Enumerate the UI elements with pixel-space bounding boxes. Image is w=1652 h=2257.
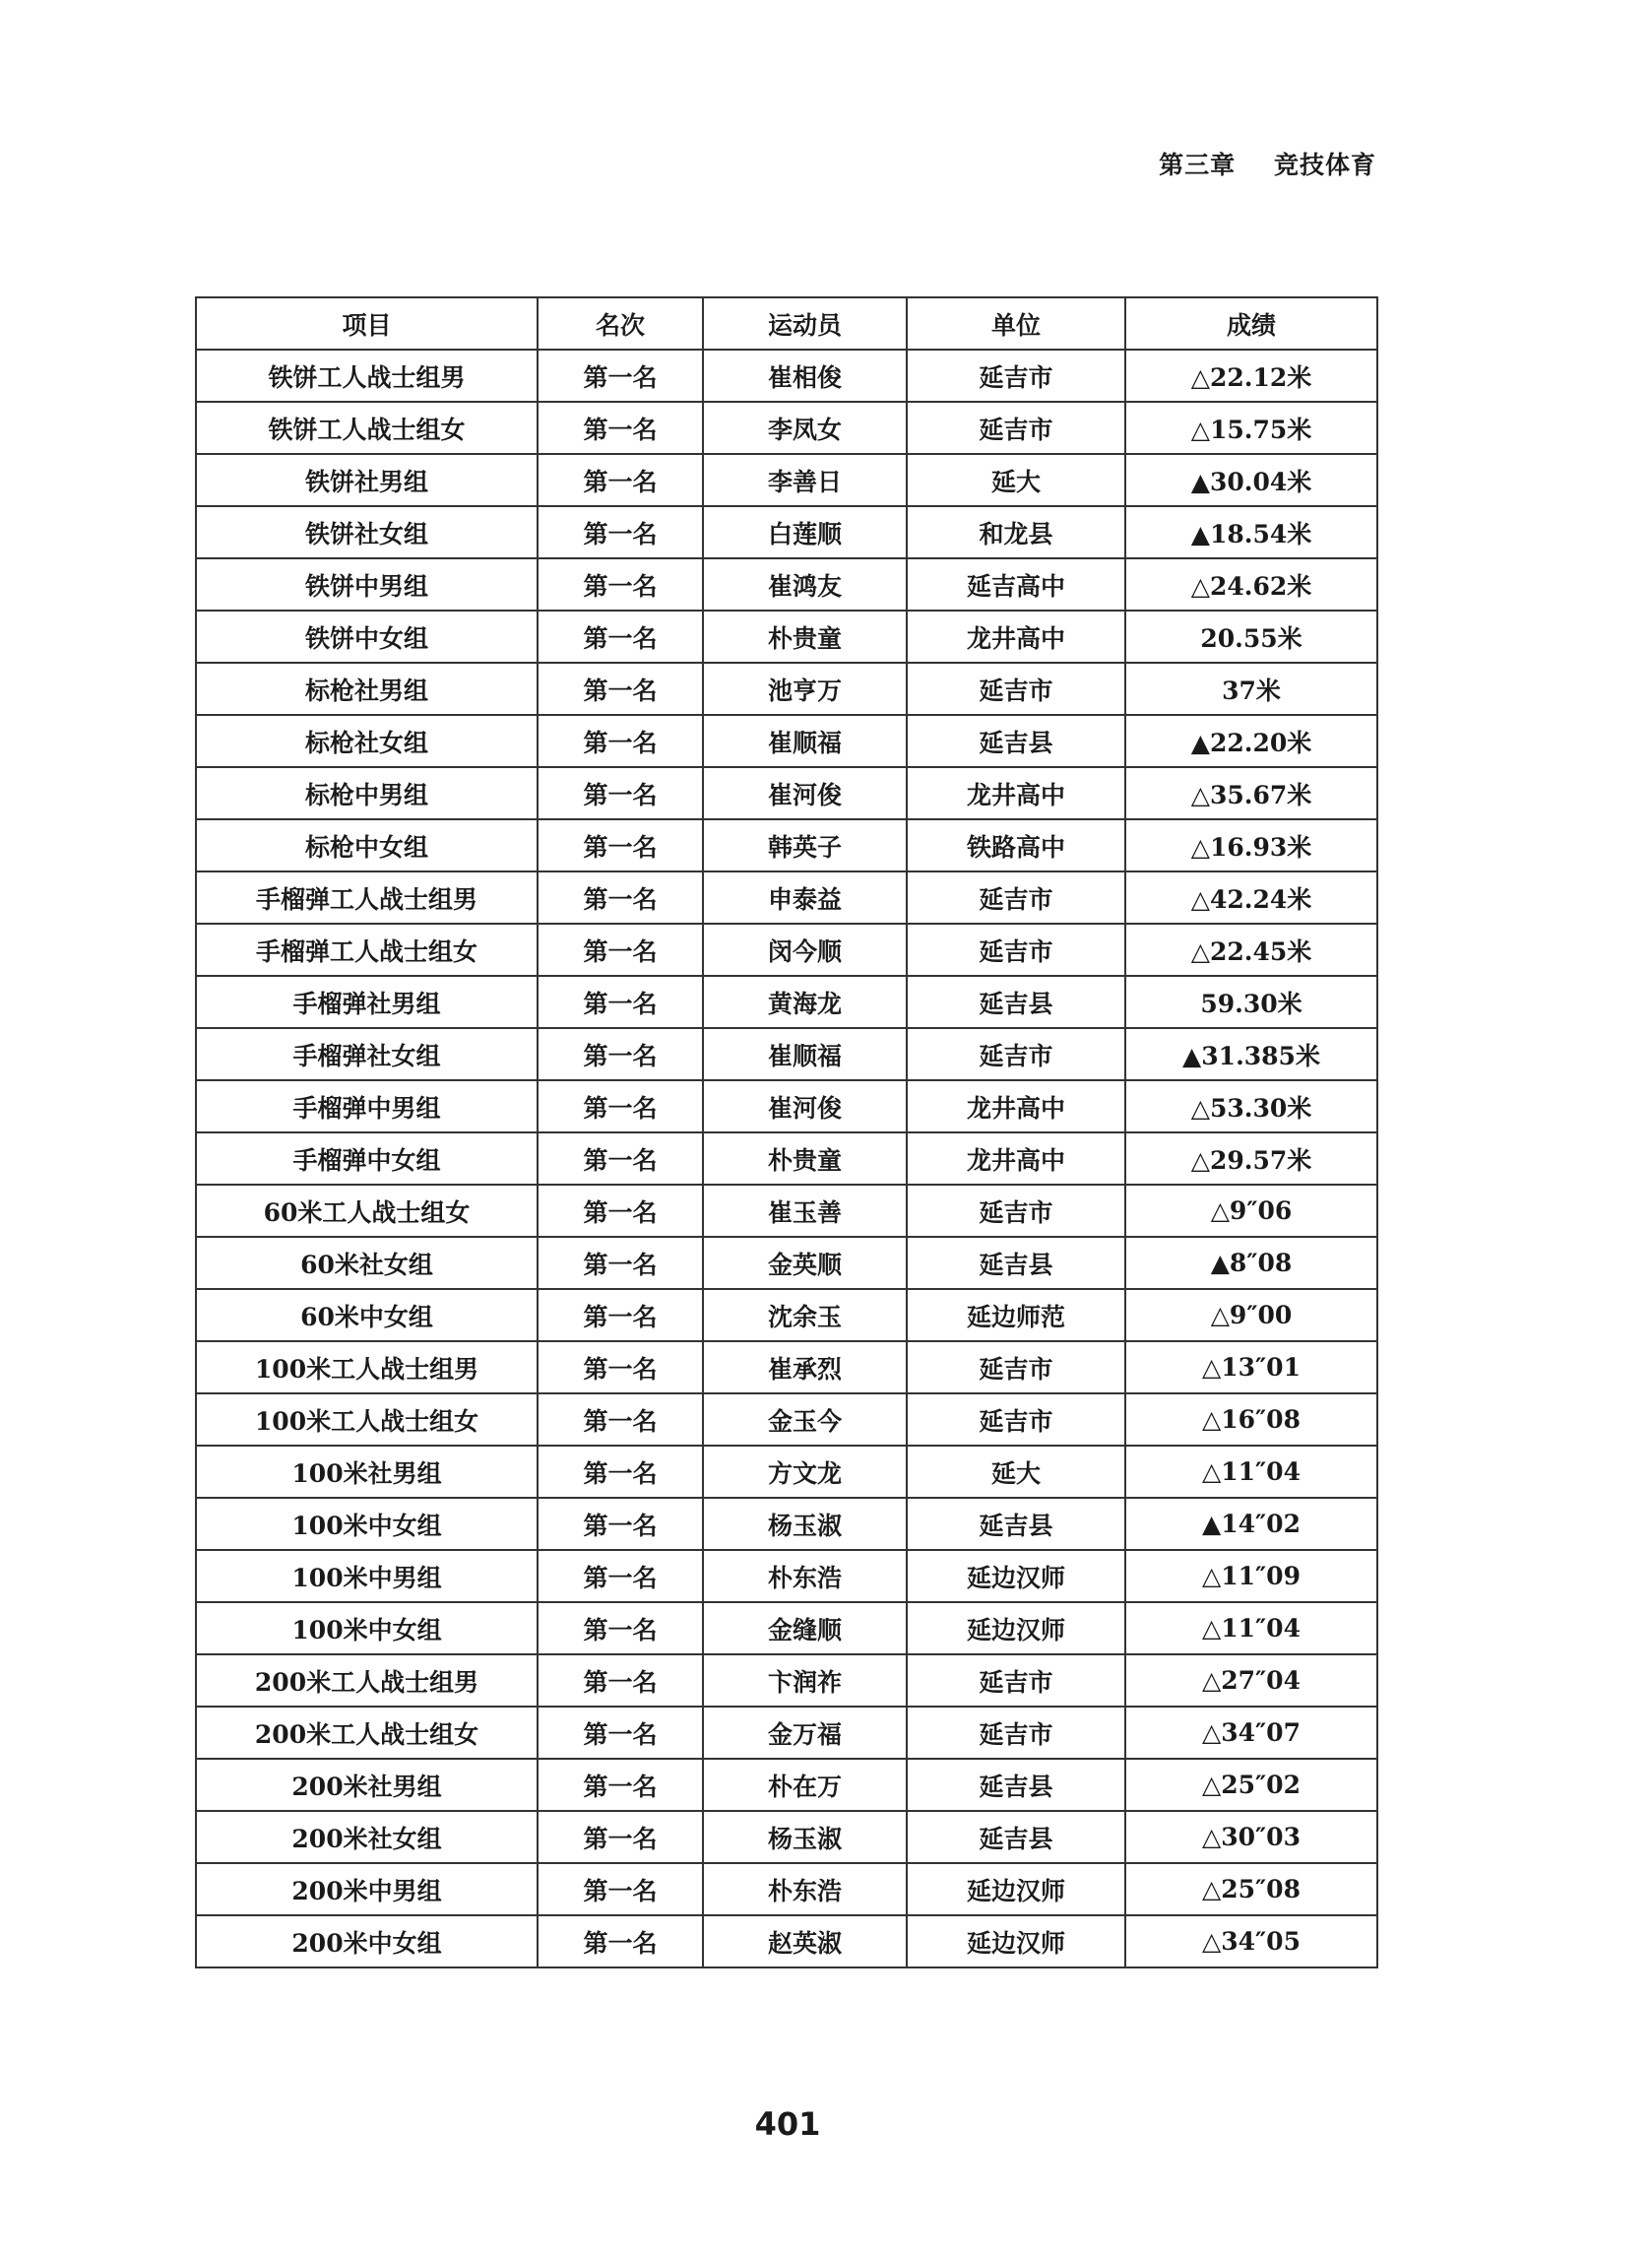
cell-result: △9″00 bbox=[1125, 1289, 1377, 1341]
cell-rank: 第一名 bbox=[538, 1707, 703, 1759]
cell-unit: 延边汉师 bbox=[907, 1602, 1125, 1654]
cell-unit: 延大 bbox=[907, 454, 1125, 506]
table-row bbox=[196, 1811, 1377, 1863]
cell-result: ▲8″08 bbox=[1125, 1237, 1377, 1289]
table-row bbox=[196, 715, 1377, 767]
cell-unit: 延吉市 bbox=[907, 1707, 1125, 1759]
cell-athlete: 崔顺福 bbox=[703, 1028, 907, 1080]
cell-rank: 第一名 bbox=[538, 1289, 703, 1341]
cell-result: △24.62米 bbox=[1125, 558, 1377, 611]
table-row bbox=[196, 871, 1377, 924]
cell-result: △25″08 bbox=[1125, 1863, 1377, 1915]
table-row bbox=[196, 976, 1377, 1028]
cell-event: 手榴弹中女组 bbox=[196, 1132, 538, 1185]
cell-rank: 第一名 bbox=[538, 976, 703, 1028]
cell-athlete: 杨玉淑 bbox=[703, 1498, 907, 1550]
cell-unit: 延吉县 bbox=[907, 1498, 1125, 1550]
table-row bbox=[196, 1863, 1377, 1915]
cell-unit: 延吉市 bbox=[907, 663, 1125, 715]
cell-athlete: 朴贵童 bbox=[703, 1132, 907, 1185]
cell-rank: 第一名 bbox=[538, 1759, 703, 1811]
cell-event: 标枪中女组 bbox=[196, 819, 538, 871]
cell-event: 铁饼中男组 bbox=[196, 558, 538, 611]
table-row bbox=[196, 1654, 1377, 1707]
cell-athlete: 金英顺 bbox=[703, 1237, 907, 1289]
column-header-event: 项目 bbox=[196, 297, 538, 350]
cell-unit: 龙井高中 bbox=[907, 611, 1125, 663]
cell-athlete: 朴东浩 bbox=[703, 1550, 907, 1602]
cell-result: 59.30米 bbox=[1125, 976, 1377, 1028]
cell-result: △42.24米 bbox=[1125, 871, 1377, 924]
cell-unit: 延吉市 bbox=[907, 350, 1125, 402]
cell-event: 铁饼中女组 bbox=[196, 611, 538, 663]
cell-athlete: 崔玉善 bbox=[703, 1185, 907, 1237]
cell-rank: 第一名 bbox=[538, 715, 703, 767]
cell-event: 手榴弹中男组 bbox=[196, 1080, 538, 1132]
cell-result: △11″04 bbox=[1125, 1602, 1377, 1654]
cell-unit: 延吉市 bbox=[907, 1654, 1125, 1707]
cell-rank: 第一名 bbox=[538, 1602, 703, 1654]
cell-unit: 延边汉师 bbox=[907, 1863, 1125, 1915]
cell-unit: 延吉县 bbox=[907, 1237, 1125, 1289]
cell-result: △35.67米 bbox=[1125, 767, 1377, 819]
cell-result: △15.75米 bbox=[1125, 402, 1377, 454]
cell-rank: 第一名 bbox=[538, 1132, 703, 1185]
column-header-rank: 名次 bbox=[538, 297, 703, 350]
cell-result: △16.93米 bbox=[1125, 819, 1377, 871]
cell-result: △53.30米 bbox=[1125, 1080, 1377, 1132]
cell-rank: 第一名 bbox=[538, 1811, 703, 1863]
cell-rank: 第一名 bbox=[538, 1237, 703, 1289]
table-row bbox=[196, 1289, 1377, 1341]
cell-rank: 第一名 bbox=[538, 506, 703, 558]
cell-rank: 第一名 bbox=[538, 1185, 703, 1237]
cell-event: 100米中女组 bbox=[196, 1602, 538, 1654]
cell-athlete: 韩英子 bbox=[703, 819, 907, 871]
cell-athlete: 李凤女 bbox=[703, 402, 907, 454]
cell-event: 手榴弹工人战士组女 bbox=[196, 924, 538, 976]
table-row bbox=[196, 402, 1377, 454]
cell-unit: 和龙县 bbox=[907, 506, 1125, 558]
cell-unit: 延边师范 bbox=[907, 1289, 1125, 1341]
cell-rank: 第一名 bbox=[538, 454, 703, 506]
cell-event: 200米社女组 bbox=[196, 1811, 538, 1863]
cell-athlete: 崔顺福 bbox=[703, 715, 907, 767]
cell-result: △22.45米 bbox=[1125, 924, 1377, 976]
table-row bbox=[196, 506, 1377, 558]
table-row bbox=[196, 1602, 1377, 1654]
table-row bbox=[196, 767, 1377, 819]
cell-event: 200米社男组 bbox=[196, 1759, 538, 1811]
cell-event: 200米中女组 bbox=[196, 1915, 538, 1967]
cell-event: 手榴弹工人战士组男 bbox=[196, 871, 538, 924]
cell-unit: 延吉高中 bbox=[907, 558, 1125, 611]
cell-unit: 延吉县 bbox=[907, 976, 1125, 1028]
cell-result: 37米 bbox=[1125, 663, 1377, 715]
cell-rank: 第一名 bbox=[538, 1915, 703, 1967]
cell-unit: 延吉市 bbox=[907, 402, 1125, 454]
table-row bbox=[196, 1341, 1377, 1393]
table-row bbox=[196, 558, 1377, 611]
cell-athlete: 杨玉淑 bbox=[703, 1811, 907, 1863]
table-row bbox=[196, 1237, 1377, 1289]
cell-rank: 第一名 bbox=[538, 402, 703, 454]
cell-event: 100米中女组 bbox=[196, 1498, 538, 1550]
cell-unit: 延吉县 bbox=[907, 1811, 1125, 1863]
cell-result: △13″01 bbox=[1125, 1341, 1377, 1393]
cell-result: △34″05 bbox=[1125, 1915, 1377, 1967]
cell-result: △34″07 bbox=[1125, 1707, 1377, 1759]
cell-athlete: 金万福 bbox=[703, 1707, 907, 1759]
cell-rank: 第一名 bbox=[538, 1550, 703, 1602]
cell-result: ▲18.54米 bbox=[1125, 506, 1377, 558]
cell-athlete: 卞润祚 bbox=[703, 1654, 907, 1707]
column-header-athlete: 运动员 bbox=[703, 297, 907, 350]
cell-athlete: 朴在万 bbox=[703, 1759, 907, 1811]
cell-rank: 第一名 bbox=[538, 1393, 703, 1446]
cell-athlete: 金玉今 bbox=[703, 1393, 907, 1446]
cell-event: 60米工人战士组女 bbox=[196, 1185, 538, 1237]
table-header-row bbox=[196, 297, 1377, 350]
table-row bbox=[196, 1707, 1377, 1759]
cell-event: 铁饼社女组 bbox=[196, 506, 538, 558]
cell-athlete: 闵今顺 bbox=[703, 924, 907, 976]
table-row bbox=[196, 1028, 1377, 1080]
table-row bbox=[196, 454, 1377, 506]
cell-unit: 延吉市 bbox=[907, 924, 1125, 976]
cell-unit: 延大 bbox=[907, 1446, 1125, 1498]
cell-event: 100米社男组 bbox=[196, 1446, 538, 1498]
cell-rank: 第一名 bbox=[538, 1080, 703, 1132]
table-body bbox=[196, 350, 1377, 1967]
page-number: 401 bbox=[754, 2105, 821, 2143]
cell-unit: 延吉县 bbox=[907, 1759, 1125, 1811]
table-row bbox=[196, 1498, 1377, 1550]
cell-unit: 龙井高中 bbox=[907, 1080, 1125, 1132]
table-row bbox=[196, 924, 1377, 976]
cell-result: △25″02 bbox=[1125, 1759, 1377, 1811]
cell-athlete: 池亨万 bbox=[703, 663, 907, 715]
cell-event: 标枪中男组 bbox=[196, 767, 538, 819]
cell-event: 100米中男组 bbox=[196, 1550, 538, 1602]
cell-unit: 铁路高中 bbox=[907, 819, 1125, 871]
cell-rank: 第一名 bbox=[538, 1028, 703, 1080]
running-header bbox=[1159, 146, 1376, 181]
cell-unit: 龙井高中 bbox=[907, 1132, 1125, 1185]
cell-athlete: 李善日 bbox=[703, 454, 907, 506]
cell-result: △16″08 bbox=[1125, 1393, 1377, 1446]
cell-rank: 第一名 bbox=[538, 819, 703, 871]
cell-unit: 延吉市 bbox=[907, 1028, 1125, 1080]
cell-athlete: 方文龙 bbox=[703, 1446, 907, 1498]
cell-event: 手榴弹社男组 bbox=[196, 976, 538, 1028]
cell-rank: 第一名 bbox=[538, 1446, 703, 1498]
cell-athlete: 沈余玉 bbox=[703, 1289, 907, 1341]
cell-athlete: 崔河俊 bbox=[703, 1080, 907, 1132]
table-row bbox=[196, 819, 1377, 871]
cell-rank: 第一名 bbox=[538, 1498, 703, 1550]
cell-event: 200米工人战士组男 bbox=[196, 1654, 538, 1707]
column-header-result: 成绩 bbox=[1125, 297, 1377, 350]
cell-event: 手榴弹社女组 bbox=[196, 1028, 538, 1080]
cell-event: 铁饼工人战士组女 bbox=[196, 402, 538, 454]
cell-athlete: 朴东浩 bbox=[703, 1863, 907, 1915]
cell-athlete: 黄海龙 bbox=[703, 976, 907, 1028]
table-row bbox=[196, 350, 1377, 402]
cell-athlete: 朴贵童 bbox=[703, 611, 907, 663]
cell-unit: 延边汉师 bbox=[907, 1915, 1125, 1967]
table-row bbox=[196, 663, 1377, 715]
cell-result: △30″03 bbox=[1125, 1811, 1377, 1863]
cell-rank: 第一名 bbox=[538, 871, 703, 924]
cell-athlete: 崔承烈 bbox=[703, 1341, 907, 1393]
table-row bbox=[196, 1132, 1377, 1185]
cell-athlete: 崔河俊 bbox=[703, 767, 907, 819]
cell-athlete: 崔相俊 bbox=[703, 350, 907, 402]
cell-event: 铁饼社男组 bbox=[196, 454, 538, 506]
cell-unit: 延吉市 bbox=[907, 1185, 1125, 1237]
cell-event: 100米工人战士组女 bbox=[196, 1393, 538, 1446]
cell-athlete: 赵英淑 bbox=[703, 1915, 907, 1967]
cell-result: ▲14″02 bbox=[1125, 1498, 1377, 1550]
cell-rank: 第一名 bbox=[538, 558, 703, 611]
column-header-unit: 单位 bbox=[907, 297, 1125, 350]
cell-result: 20.55米 bbox=[1125, 611, 1377, 663]
cell-result: ▲22.20米 bbox=[1125, 715, 1377, 767]
cell-rank: 第一名 bbox=[538, 924, 703, 976]
table-row bbox=[196, 1080, 1377, 1132]
cell-event: 标枪社女组 bbox=[196, 715, 538, 767]
cell-result: ▲31.385米 bbox=[1125, 1028, 1377, 1080]
cell-unit: 延吉市 bbox=[907, 1341, 1125, 1393]
cell-rank: 第一名 bbox=[538, 350, 703, 402]
cell-result: ▲30.04米 bbox=[1125, 454, 1377, 506]
results-table bbox=[195, 296, 1378, 1968]
cell-event: 铁饼工人战士组男 bbox=[196, 350, 538, 402]
cell-athlete: 金缝顺 bbox=[703, 1602, 907, 1654]
cell-rank: 第一名 bbox=[538, 611, 703, 663]
cell-result: △29.57米 bbox=[1125, 1132, 1377, 1185]
cell-result: △9″06 bbox=[1125, 1185, 1377, 1237]
chapter-title: 竞技体育 bbox=[1273, 151, 1376, 179]
cell-event: 200米中男组 bbox=[196, 1863, 538, 1915]
chapter-label: 第三章 bbox=[1159, 151, 1237, 179]
cell-athlete: 白莲顺 bbox=[703, 506, 907, 558]
cell-rank: 第一名 bbox=[538, 1341, 703, 1393]
cell-result: △22.12米 bbox=[1125, 350, 1377, 402]
cell-athlete: 申泰益 bbox=[703, 871, 907, 924]
cell-rank: 第一名 bbox=[538, 1654, 703, 1707]
cell-event: 60米中女组 bbox=[196, 1289, 538, 1341]
table-row bbox=[196, 1915, 1377, 1967]
table-row bbox=[196, 1550, 1377, 1602]
cell-result: △11″04 bbox=[1125, 1446, 1377, 1498]
cell-athlete: 崔鸿友 bbox=[703, 558, 907, 611]
table-row bbox=[196, 1393, 1377, 1446]
cell-rank: 第一名 bbox=[538, 663, 703, 715]
cell-unit: 延吉县 bbox=[907, 715, 1125, 767]
cell-rank: 第一名 bbox=[538, 767, 703, 819]
cell-event: 标枪社男组 bbox=[196, 663, 538, 715]
cell-result: △11″09 bbox=[1125, 1550, 1377, 1602]
cell-unit: 延吉市 bbox=[907, 871, 1125, 924]
table-row bbox=[196, 1759, 1377, 1811]
cell-unit: 延吉市 bbox=[907, 1393, 1125, 1446]
cell-unit: 延边汉师 bbox=[907, 1550, 1125, 1602]
cell-event: 100米工人战士组男 bbox=[196, 1341, 538, 1393]
cell-result: △27″04 bbox=[1125, 1654, 1377, 1707]
cell-event: 60米社女组 bbox=[196, 1237, 538, 1289]
cell-unit: 龙井高中 bbox=[907, 767, 1125, 819]
cell-event: 200米工人战士组女 bbox=[196, 1707, 538, 1759]
table-row bbox=[196, 611, 1377, 663]
table-row bbox=[196, 1185, 1377, 1237]
cell-rank: 第一名 bbox=[538, 1863, 703, 1915]
table-row bbox=[196, 1446, 1377, 1498]
